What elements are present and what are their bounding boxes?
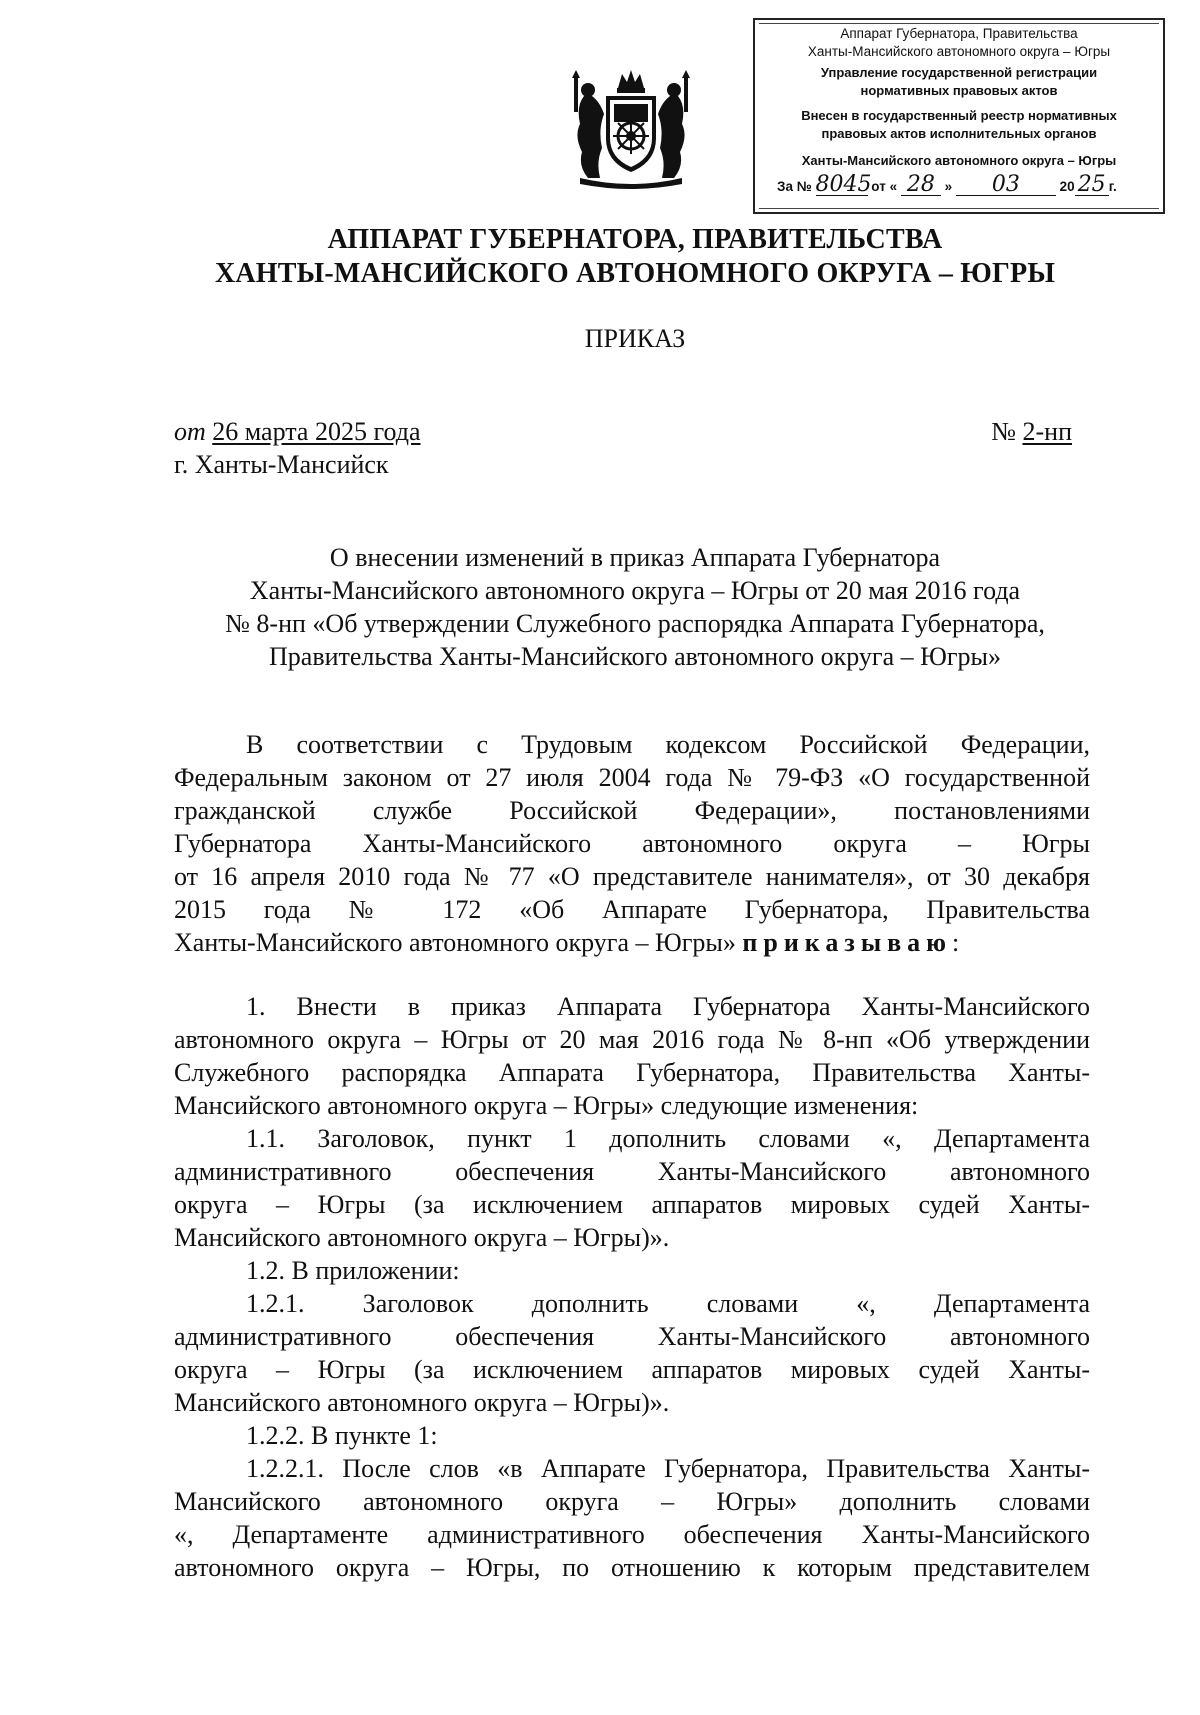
- item-1-2-2-1-line-4: автономного округа – Югры, по отношению к которым представителем: [174, 1553, 1090, 1582]
- coat-of-arms-icon: [566, 66, 696, 190]
- preamble-line-6: 2015 года № 172 «Об Аппарате Губернатора, Правительства: [174, 895, 1090, 924]
- preamble-line-4: Губернатора Ханты-Мансийского автономного округа – Югры: [174, 829, 1090, 858]
- preamble-last-text: Ханты-Мансийского автономного округа – Югры»: [174, 928, 736, 957]
- preamble-line-3: гражданской службе Российской Федерации», постановлениями: [174, 796, 1090, 825]
- item-1-line-2: автономного округа – Югры от 20 мая 2016 года № 8-нп «Об утверждении: [174, 1025, 1090, 1054]
- item-1-2-1-line-3: округа – Югры (за исключением аппаратов мировых судей Ханты-: [174, 1355, 1090, 1384]
- stamp-reg-line-1: Внесен в государственный реестр нормативных: [801, 108, 1117, 123]
- stamp-ot-label: от «: [871, 179, 898, 194]
- stamp-day: 28: [901, 175, 941, 196]
- item-1-line-4: Мансийского автономного округа – Югры» следующие изменения:: [174, 1091, 919, 1120]
- item-1-line-1: 1. Внести в приказ Аппарата Губернатора Ханты-Мансийского: [246, 992, 1090, 1021]
- stamp-reg-number: 8045: [815, 172, 872, 197]
- item-1-1-line-2: административного обеспечения Ханты-Мансийского автономного: [174, 1157, 1090, 1186]
- item-1-1-line-1: 1.1. Заголовок, пункт 1 дополнить словами «, Департамента: [246, 1124, 1090, 1153]
- stamp-year-suffix: 25: [1075, 175, 1109, 196]
- item-1-1-line-4: Мансийского автономного округа – Югры)».: [174, 1223, 670, 1252]
- stamp-okrug-line: Ханты-Мансийского автономного округа – Югры: [801, 153, 1117, 168]
- item-1-2-2-1-line-3: «, Департаменте административного обеспечения Ханты-Мансийского: [174, 1520, 1090, 1549]
- order-title-line-2: Ханты-Мансийского автономного округа – Югры от 20 мая 2016 года: [249, 576, 1021, 605]
- item-1-2-2-1-line-2: Мансийского автономного округа – Югры» дополнить словами: [174, 1487, 1090, 1516]
- registration-stamp: [753, 18, 1165, 214]
- order-number: [991, 417, 1072, 447]
- preamble-line-7: [174, 928, 1090, 958]
- order-title-line-3: № 8-нп «Об утверждении Служебного распорядка Аппарата Губернатора,: [225, 609, 1045, 638]
- preamble-line-1: В соответствии с Трудовым кодексом Российской Федерации,: [246, 730, 1090, 759]
- stamp-org-line-2: Ханты-Мансийского автономного округа – Югры: [807, 44, 1111, 59]
- doc-type: ПРИКАЗ: [584, 324, 686, 353]
- number-value: 2-нп: [1022, 417, 1072, 446]
- item-1-1-line-3: округа – Югры (за исключением аппаратов мировых судей Ханты-: [174, 1190, 1090, 1219]
- stamp-g-label: г.: [1108, 179, 1117, 194]
- stamp-month: 03: [956, 175, 1056, 196]
- stamp-dept-line-2: нормативных правовых актов: [860, 83, 1058, 98]
- order-title-line-4: Правительства Ханты-Мансийского автономного округа – Югры»: [269, 642, 1001, 671]
- number-prefix: №: [991, 417, 1016, 446]
- item-1-2-1-line-1: 1.2.1. Заголовок дополнить словами «, Департамента: [246, 1289, 1090, 1318]
- stamp-dept-line-1: Управление государственной регистрации: [820, 65, 1098, 80]
- item-1-2-2-1-line-1: 1.2.2.1. После слов «в Аппарате Губернатора, Правительства Ханты-: [246, 1454, 1090, 1483]
- date-prefix: от: [174, 417, 206, 446]
- stamp-registration-line: [761, 172, 1157, 197]
- item-1-2-2: 1.2.2. В пункте 1:: [246, 1421, 438, 1450]
- org-name-line-2: ХАНТЫ-МАНСИЙСКОГО АВТОНОМНОГО ОКРУГА – ЮГРЫ: [214, 258, 1056, 289]
- date-value: 26 марта 2025 года: [212, 417, 421, 446]
- order-title-line-1: О внесении изменений в приказ Аппарата Губернатора: [329, 543, 941, 572]
- item-1-2-1-line-4: Мансийского автономного округа – Югры)».: [174, 1388, 670, 1417]
- preamble-emphasis: приказываю: [742, 928, 953, 957]
- stamp-org-line-1: Аппарат Губернатора, Правительства: [840, 26, 1078, 41]
- stamp-year-prefix: 20: [1059, 179, 1075, 194]
- stamp-reg-line-2: правовых актов исполнительных органов: [821, 126, 1097, 141]
- stamp-za-no-label: За №: [777, 179, 812, 194]
- order-date: [174, 417, 421, 447]
- preamble-line-5: от 16 апреля 2010 года № 77 «О представителе нанимателя», от 30 декабря: [174, 862, 1090, 891]
- preamble-line-2: Федеральным законом от 27 июля 2004 года № 79-ФЗ «О государственной: [174, 763, 1090, 792]
- item-1-line-3: Служебного распорядка Аппарата Губернатора, Правительства Ханты-: [174, 1058, 1090, 1087]
- org-name-line-1: АППАРАТ ГУБЕРНАТОРА, ПРАВИТЕЛЬСТВА: [327, 224, 943, 255]
- preamble-end: :: [952, 928, 960, 957]
- stamp-quote-close: »: [944, 179, 953, 194]
- city: г. Ханты-Мансийск: [174, 450, 389, 479]
- item-1-2-1-line-2: административного обеспечения Ханты-Мансийского автономного: [174, 1322, 1090, 1351]
- item-1-2: 1.2. В приложении:: [246, 1256, 460, 1285]
